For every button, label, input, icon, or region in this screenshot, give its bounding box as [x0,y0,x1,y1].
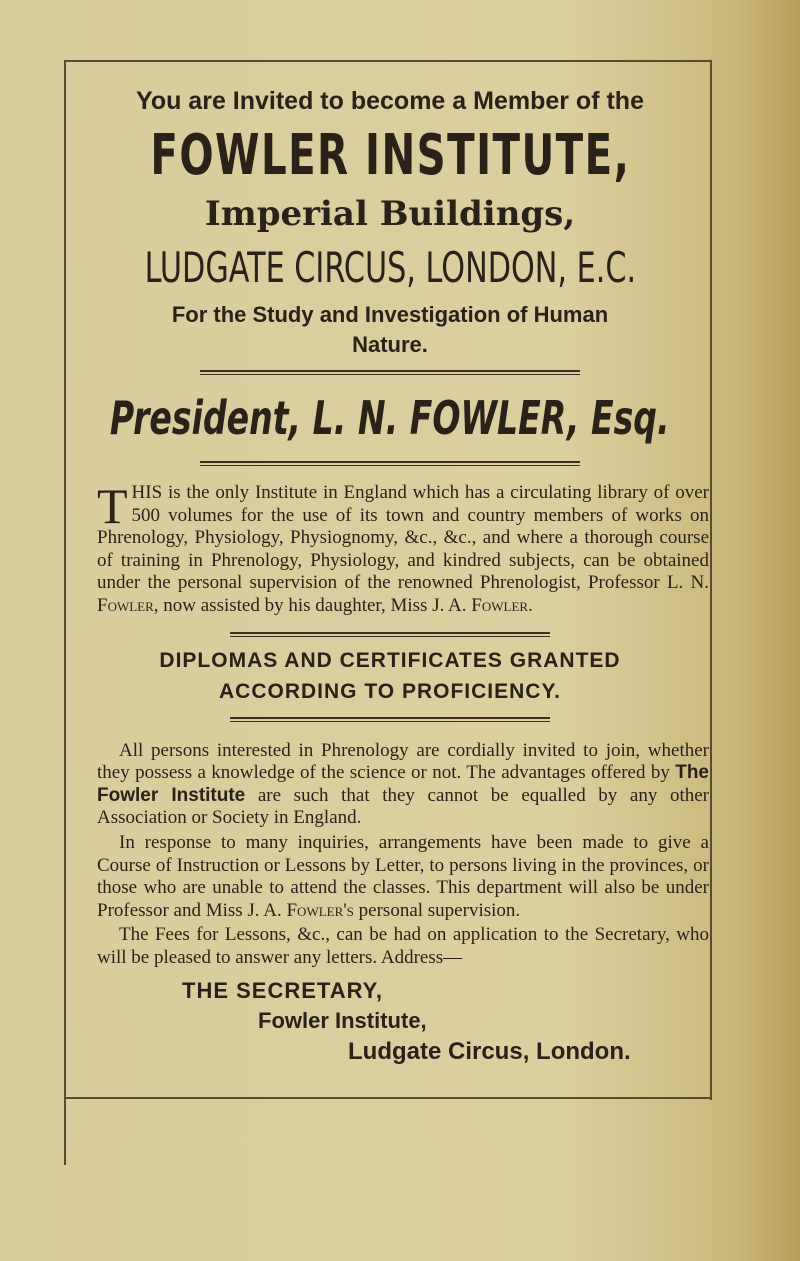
diplomas-heading: DIPLOMAS AND CERTIFICATES GRANTED ACCORDING TO PROFICIENCY. [159,648,621,703]
bold-text: The Fowler Institute [97,762,709,806]
page-content [70,86,710,1068]
name: Fowler's [286,899,354,921]
main-text [97,740,709,970]
divider [200,461,580,466]
divider [200,370,580,375]
building-name: Imperial Buildings, [204,194,576,234]
border-right [710,60,712,1100]
president-line: President, L. N. FOWLER, Esq. [110,391,670,445]
name: L. N. Fowler [97,572,709,616]
drop-cap: T [97,478,128,534]
intro-text: HIS is the only Institute in England which has a circulating library of over 500 volumes for the use of its town and country members of works on Phrenology, Physiology, Physiognomy, &c., &c., and where a thorough course of training in Phrenology, Physiology, and kindred subjects, can be obtained under the personal supervision of the renowned Phrenologist, Professor [97,482,709,594]
institute-title: FOWLER INSTITUTE, [150,123,630,188]
paragraph-text: The Fees for Lessons, &c., can be had on application to the Secretary, who will be pleased to answer any letters. Address— [97,924,709,968]
paragraph-text: All persons interested in Phrenology are cordially invited to join, whether they possess a knowledge of the science or not. The advantages offered by [97,739,709,784]
intro-text: . [528,594,533,616]
border-left [64,60,66,1165]
address-secretary: THE SECRETARY, [182,977,384,1003]
divider [230,632,550,637]
paragraph-text: are such that they cannot be equalled by any other Association or Society in England. [97,784,709,829]
purpose-line: For the Study and Investigation of Human Nature. [171,302,609,357]
address-institute: Fowler Institute, [258,1007,427,1033]
border-bottom [66,1097,712,1099]
intro-paragraph [97,478,709,618]
border-top [65,60,711,62]
address-location: Ludgate Circus, London. [348,1037,631,1065]
president-line-row [70,385,710,451]
invitation-line: You are Invited to become a Member of the [136,87,644,115]
paragraph-text: personal supervision. [353,899,521,921]
institute-title-row [70,122,710,190]
address-line: LUDGATE CIRCUS, LONDON, E.C. [144,243,636,292]
address-line-row [70,240,710,296]
divider [230,717,550,722]
paragraph-text: In response to many inquiries, arrangements have been made to give a Course of Instruction or Lessons by Letter, to persons living in the provinces, or those who are unable to attend the classes. This department will also be under Professor and Miss J. A. [97,831,709,921]
intro-text: , now assisted by his daughter, Miss J. A. [153,594,472,616]
name: Fowler [471,594,529,616]
